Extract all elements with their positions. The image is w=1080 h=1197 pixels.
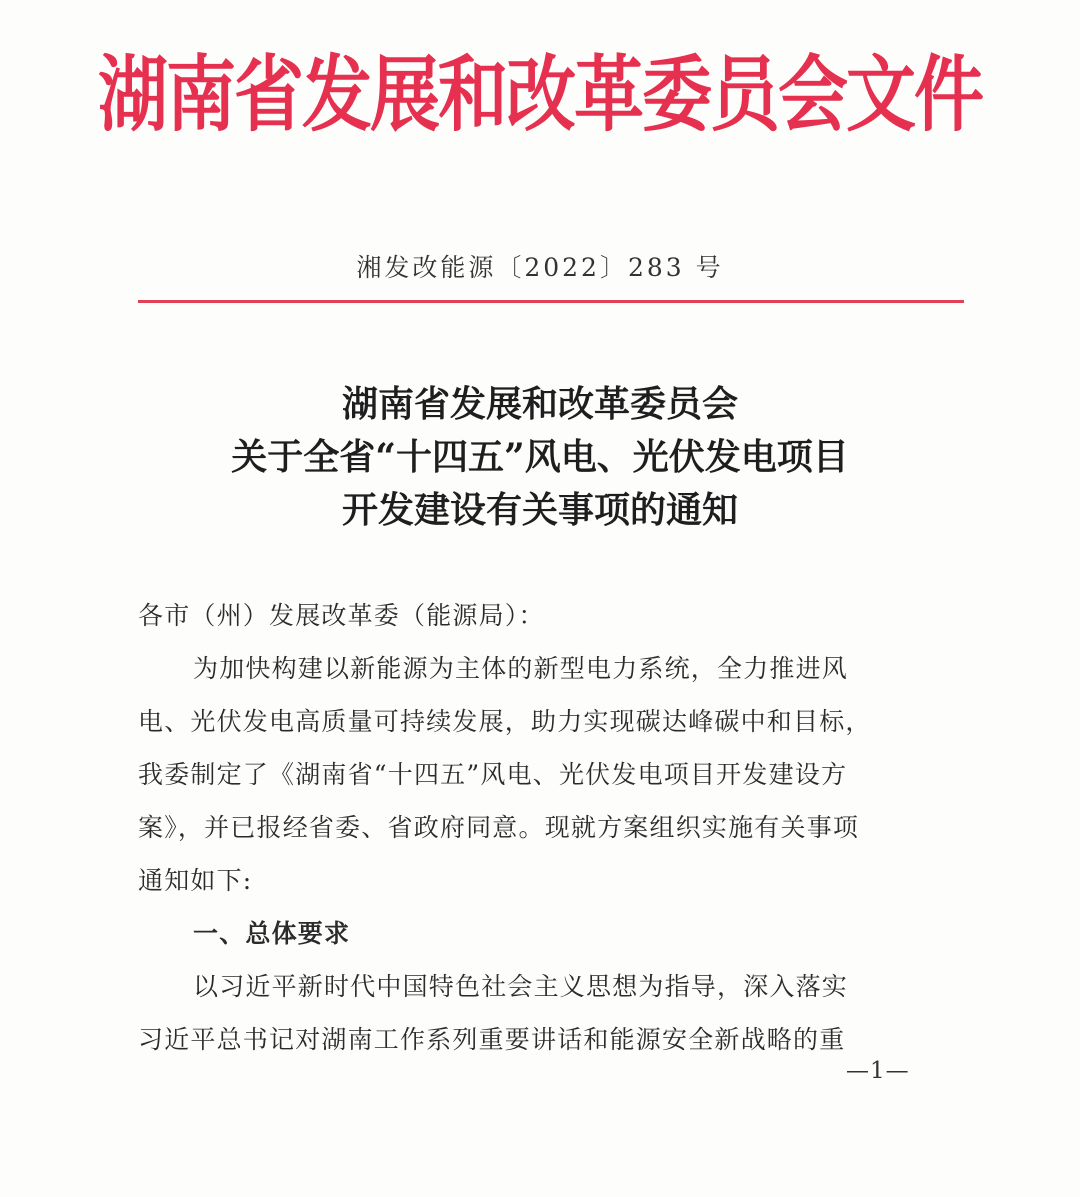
title-line-3: 开发建设有关事项的通知 [341, 489, 738, 531]
masthead-title: 湖南省发展和改革委员会文件 [98, 45, 982, 144]
document-number: 湘发改能源〔2022〕283 号 [356, 253, 724, 282]
section-heading: 一、总体要求 [193, 919, 351, 948]
page-number: —1— [846, 1058, 910, 1084]
notice-title [0, 378, 1080, 537]
paragraph-1-line: 通知如下: [138, 866, 253, 895]
paragraph-1-line: 案》，并已报经省委、省政府同意。现就方案组织实施有关事项 [138, 813, 860, 842]
salutation: 各市（州）发展改革委（能源局）： [138, 601, 545, 630]
paragraph-1-line: 电、光伏发电高质量可持续发展，助力实现碳达峰碳中和目标， [138, 707, 872, 736]
paragraph-2-line: 以习近平新时代中国特色社会主义思想为指导，深入落实 [193, 972, 849, 1001]
paragraph-1-line: 为加快构建以新能源为主体的新型电力系统，全力推进风 [193, 654, 849, 683]
paragraph-2-line: 习近平总书记对湖南工作系列重要讲话和能源安全新战略的重 [138, 1025, 846, 1054]
title-line-2: 关于全省“十四五”风电、光伏发电项目 [231, 436, 849, 478]
body-text [138, 596, 958, 1073]
red-divider-rule [138, 300, 964, 303]
paragraph-1-line: 我委制定了《湖南省“十四五”风电、光伏发电项目开发建设方 [138, 760, 848, 789]
title-line-1: 湖南省发展和改革委员会 [341, 383, 738, 425]
